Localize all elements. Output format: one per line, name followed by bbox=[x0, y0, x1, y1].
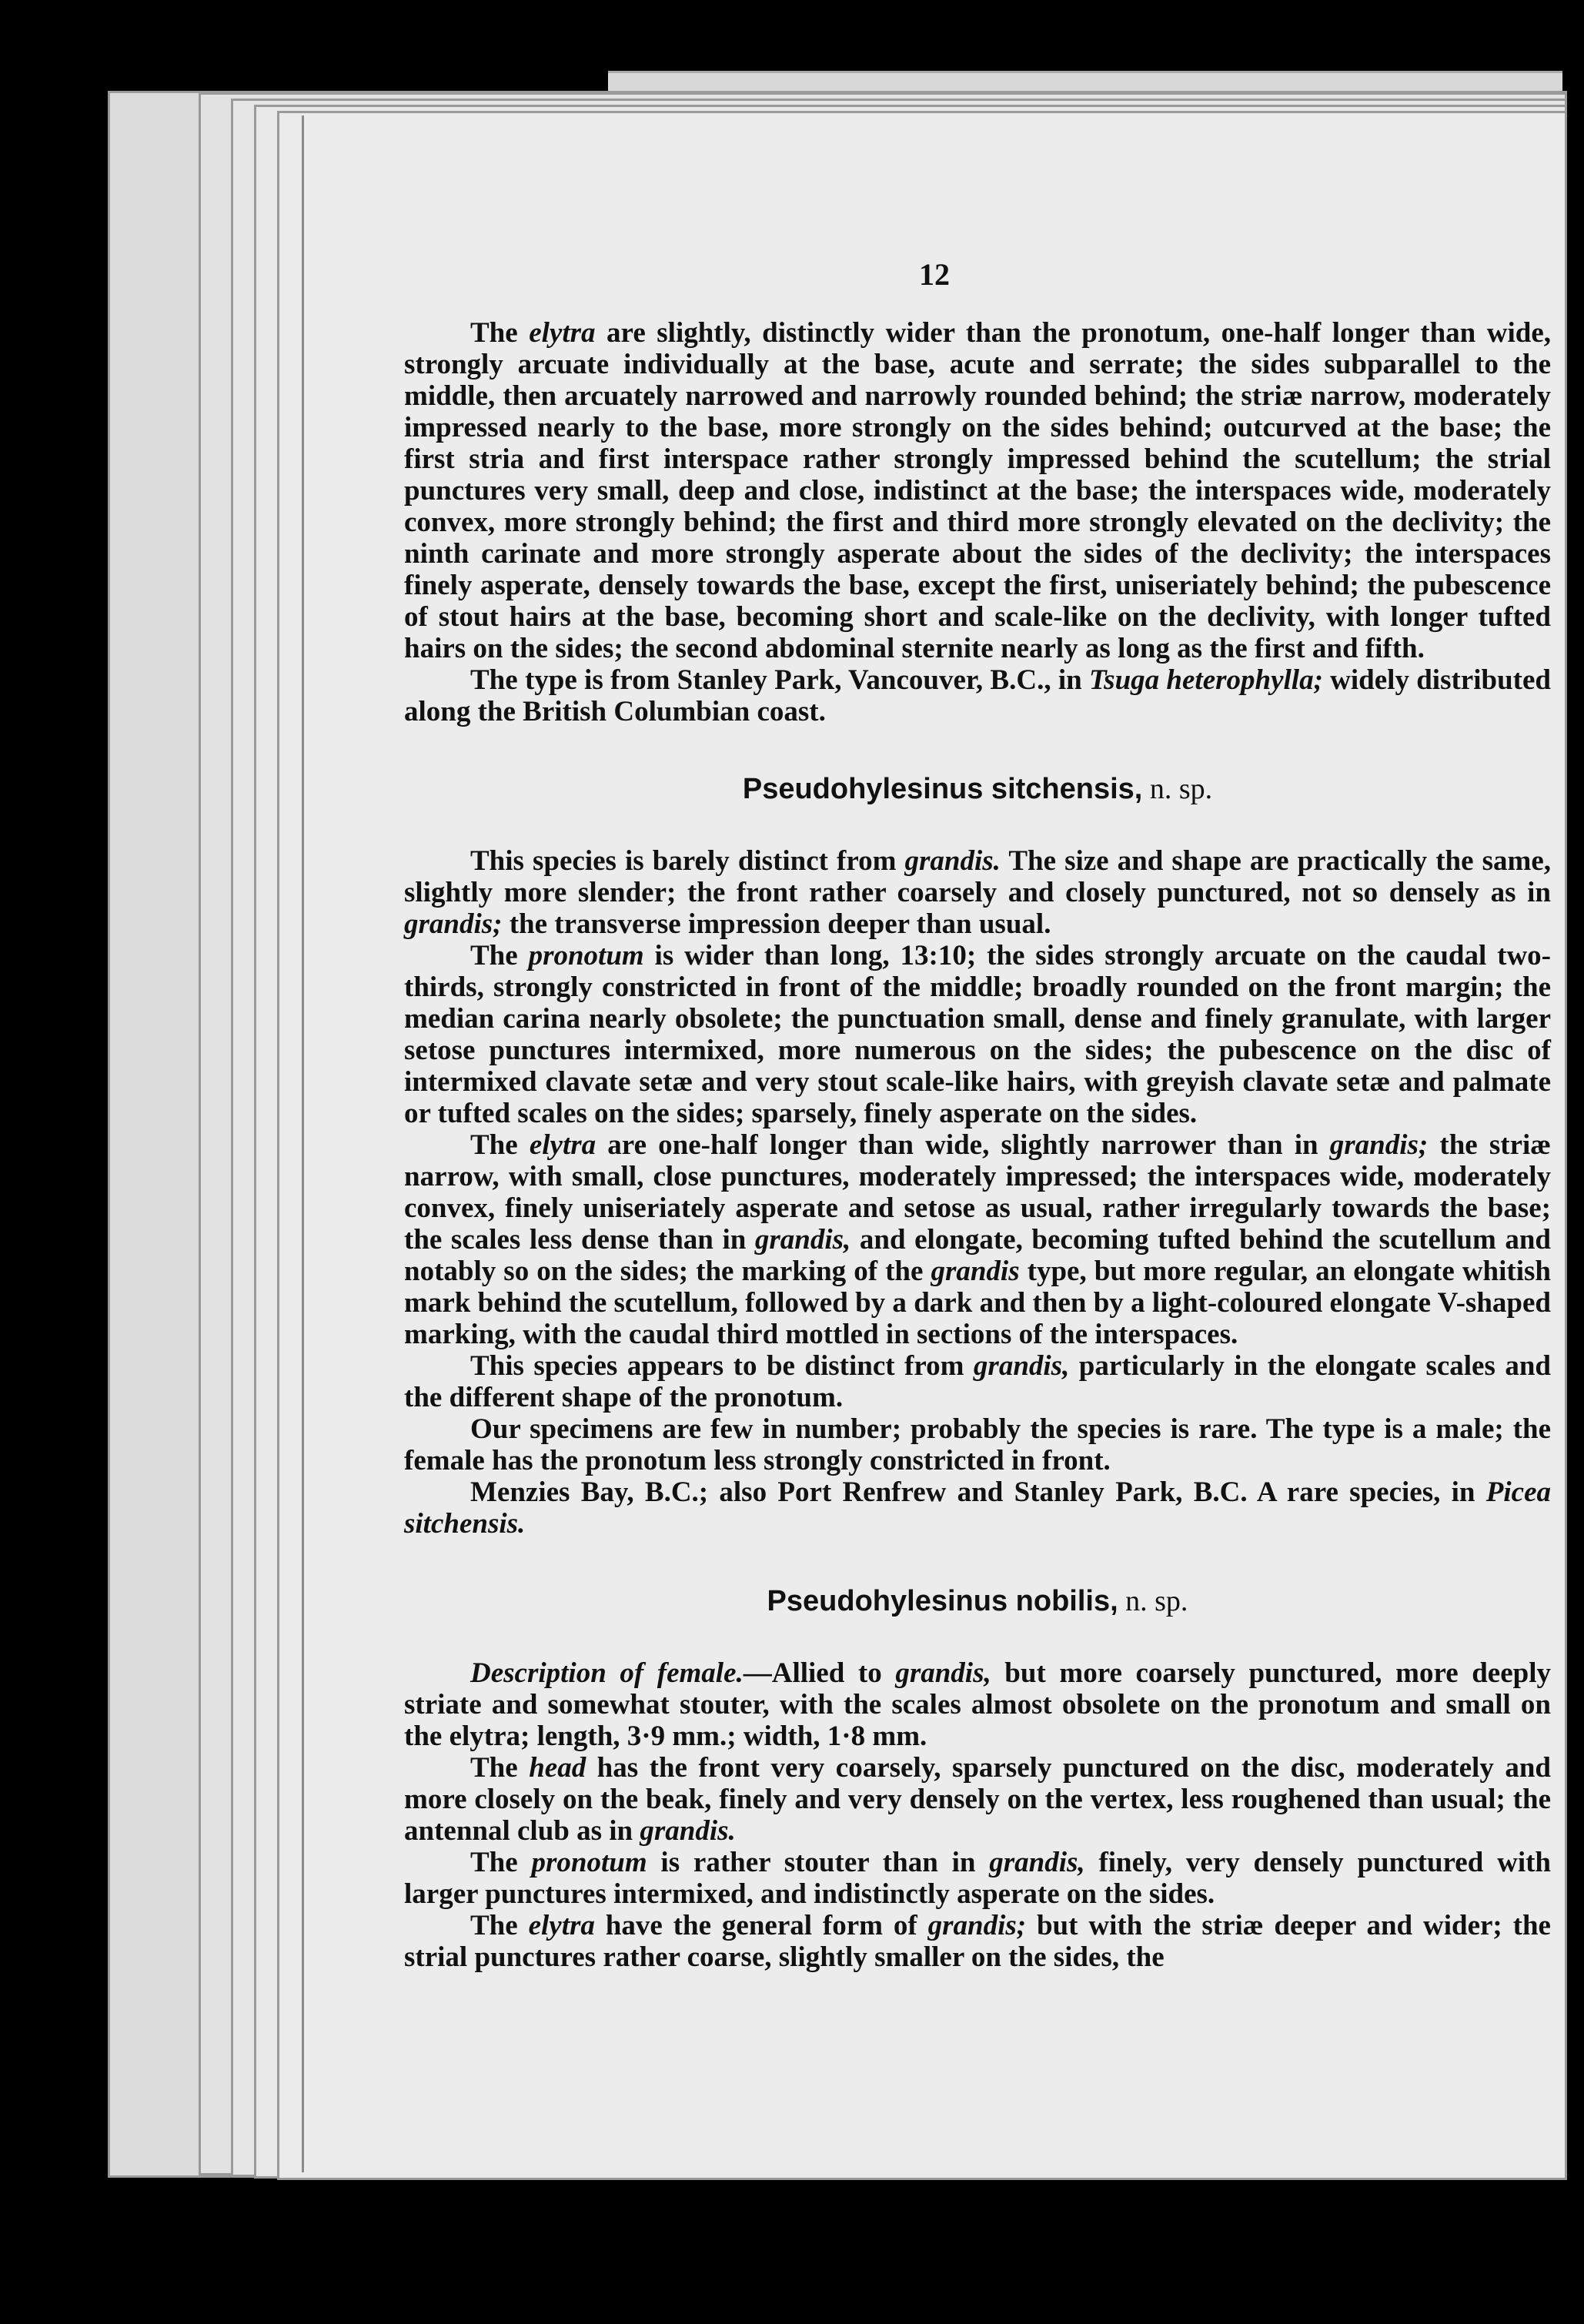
document-page bbox=[302, 115, 1565, 2172]
paragraph-nobilis-elytra: The elytra have the general form of grandis; but with the striæ deeper and wider; the strial punctures rather coarse, slightly smaller on the sides, the bbox=[404, 1910, 1551, 1973]
species-heading-nobilis: Pseudohylesinus nobilis, n. sp. bbox=[767, 1585, 1188, 1617]
paragraph-sitchensis-pronotum: The pronotum is wider than long, 13:10; the sides strongly arcuate on the caudal two-thirds, strongly constricted in front of the middle; broadly rounded on the front margin; the median carina nearly obsolete; the punctuation small, dense and finely granulate, with larger setose punctures intermixed, more numerous on the sides; the pubescence on the disc of intermixed clavate setæ and very stout scale-like hairs, with greyish clavate setæ and palmate or tufted scales on the sides; sparsely, finely asperate on the sides. bbox=[404, 940, 1551, 1129]
paragraph-sitchensis-intro: This species is barely distinct from grandis. The size and shape are practically the same, slightly more slender; the front rather coarsely and closely punctured, not so densely as in grandis; the transverse impression deeper than usual. bbox=[404, 845, 1551, 940]
page-body bbox=[404, 317, 1551, 1973]
paragraph-nobilis-head: The head has the front very coarsely, sparsely punctured on the disc, moderately and more closely on the beak, finely and very densely on the vertex, less roughened than usual; the antennal club as in grandis. bbox=[404, 1752, 1551, 1847]
paragraph-nobilis-description: Description of female.—Allied to grandis, but more coarsely punctured, more deeply striate and somewhat stouter, with the scales almost obsolete on the pronotum and small on the elytra; length, 3·9 mm.; width, 1·8 mm. bbox=[404, 1657, 1551, 1752]
paragraph-sitchensis-specimens: Our specimens are few in number; probably the species is rare. The type is a male; the female has the pronotum less strongly constricted in front. bbox=[404, 1413, 1551, 1476]
paragraph-type-locality: The type is from Stanley Park, Vancouver, B.C., in Tsuga heterophylla; widely distributed along the British Columbian coast. bbox=[404, 664, 1551, 727]
paragraph-nobilis-pronotum: The pronotum is rather stouter than in grandis, finely, very densely punctured with larger punctures intermixed, and indistinctly asperate on the sides. bbox=[404, 1847, 1551, 1910]
paragraph-sitchensis-distinct: This species appears to be distinct from grandis, particularly in the elongate scales and the different shape of the pronotum. bbox=[404, 1350, 1551, 1413]
paragraph-elytra: The elytra are slightly, distinctly wider than the pronotum, one-half longer than wide, strongly arcuate individually at the base, acute and serrate; the sides subparallel to the middle, then arcuately narrowed and narrowly rounded behind; the striæ narrow, moderately impressed nearly to the base, more strongly on the sides behind; outcurved at the base; the first stria and first interspace rather strongly impressed behind the scutellum; the strial punctures very small, deep and close, indistinct at the base; the interspaces wide, moderately convex, more strongly behind; the first and third more strongly elevated on the declivity; the ninth carinate and more strongly asperate about the sides of the declivity; the interspaces finely asperate, densely towards the base, except the first, uniseriately behind; the pubescence of stout hairs at the base, becoming short and scale-like on the declivity, with longer tufted hairs on the sides; the second abdominal sternite nearly as long as the first and fifth. bbox=[404, 317, 1552, 664]
paragraph-sitchensis-elytra: The elytra are one-half longer than wide, slightly narrower than in grandis; the striæ narrow, with small, close punctures, moderately impressed; the interspaces wide, moderately convex, finely uniseriately asperate and setose as usual, rather irregularly towards the base; the scales less dense than in grandis, and elongate, becoming tufted behind the scutellum and notably so on the sides; the marking of the grandis type, but more regular, an elongate whitish mark behind the scutellum, followed by a dark and then by a light-coloured elongate V-shaped marking, with the caudal third mottled in sections of the interspaces. bbox=[404, 1129, 1552, 1350]
species-heading-sitchensis: Pseudohylesinus sitchensis, n. sp. bbox=[742, 773, 1213, 805]
paragraph-sitchensis-locality: Menzies Bay, B.C.; also Port Renfrew and Stanley Park, B.C. A rare species, in Picea sitchensis. bbox=[404, 1476, 1551, 1540]
page-number: 12 bbox=[919, 257, 950, 292]
